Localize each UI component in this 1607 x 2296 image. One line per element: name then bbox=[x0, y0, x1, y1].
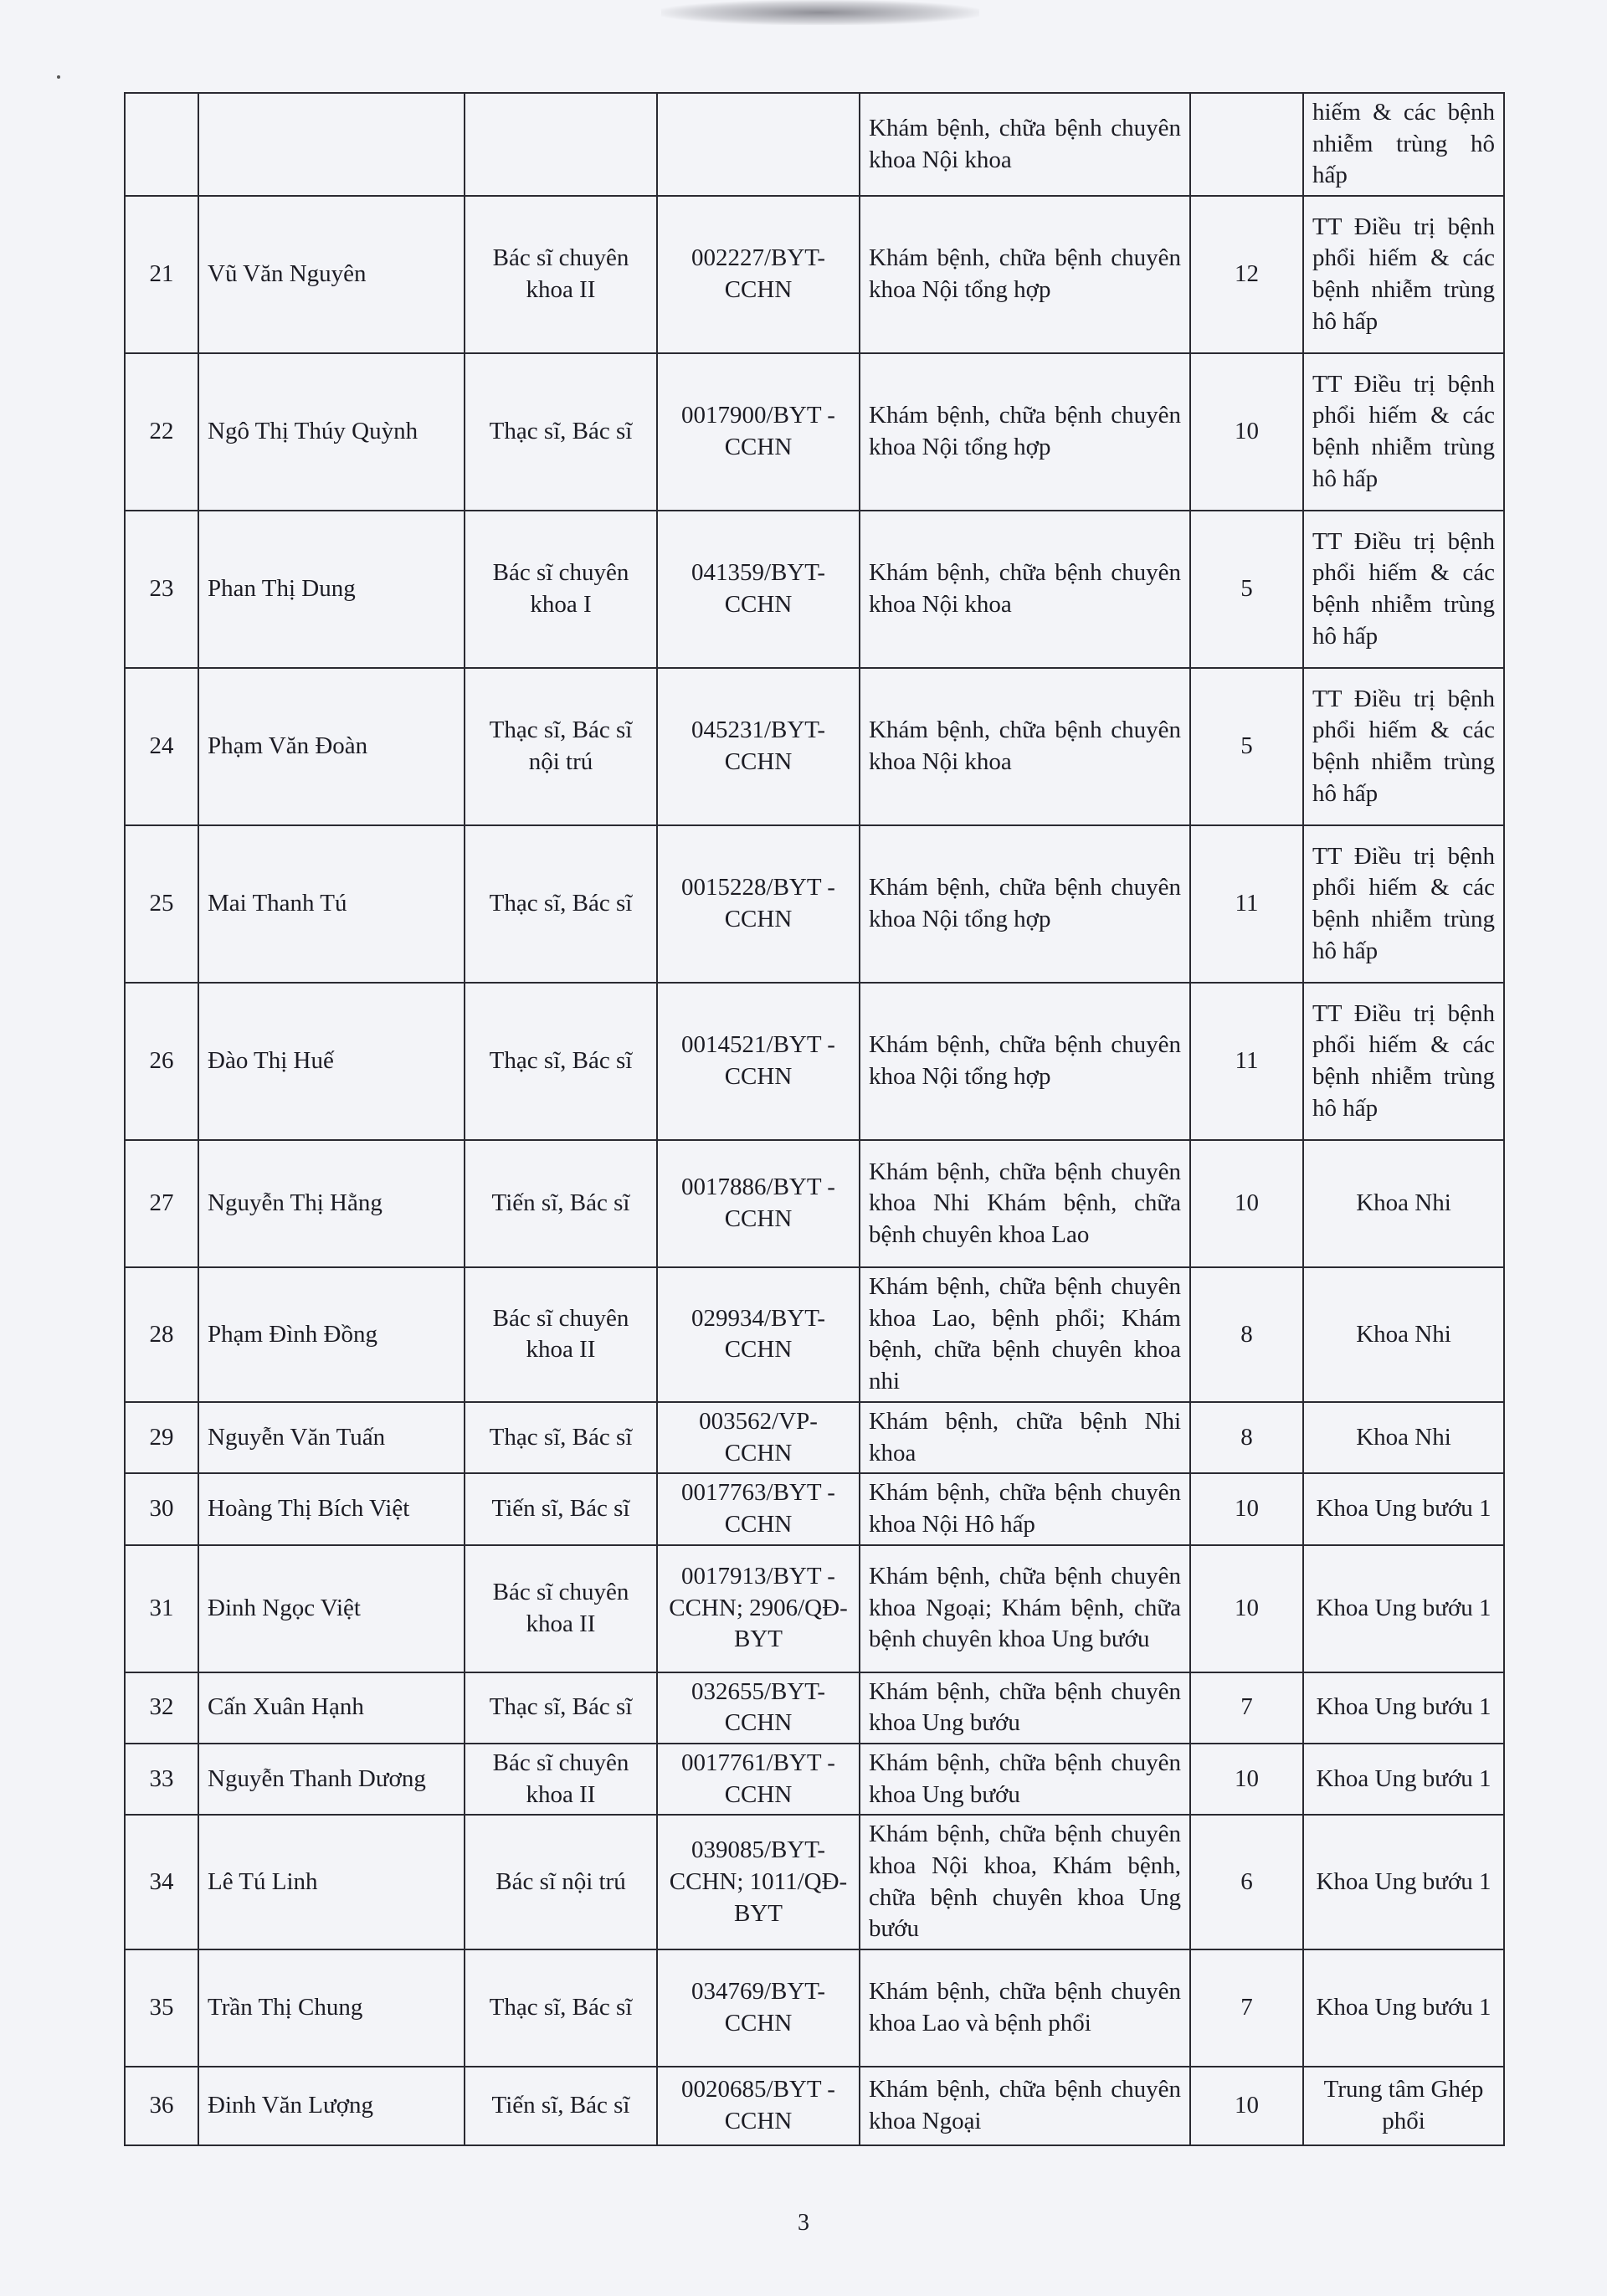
license-number: 0015228/BYT -CCHN bbox=[657, 825, 860, 983]
table-row bbox=[125, 196, 1504, 353]
department: TT Điều trị bệnh phổi hiếm & các bệnh nhiễm trùng hô hấp bbox=[1303, 353, 1504, 511]
table-row bbox=[125, 825, 1504, 983]
scan-dot bbox=[57, 75, 60, 79]
table-row bbox=[125, 1402, 1504, 1473]
years-experience: 10 bbox=[1190, 1744, 1303, 1815]
row-number: 29 bbox=[125, 1402, 198, 1473]
license-number: 0017900/BYT -CCHN bbox=[657, 353, 860, 511]
department: Trung tâm Ghép phổi bbox=[1303, 2067, 1504, 2145]
staff-name: Đinh Ngọc Việt bbox=[198, 1545, 465, 1672]
table-row bbox=[125, 511, 1504, 668]
staff-name: Đinh Văn Lượng bbox=[198, 2067, 465, 2145]
table-row bbox=[125, 1140, 1504, 1267]
staff-degree: Bác sĩ nội trú bbox=[465, 1815, 657, 1949]
row-number: 22 bbox=[125, 353, 198, 511]
practice-scope: Khám bệnh, chữa bệnh chuyên khoa Lao và bệnh phổi bbox=[860, 1949, 1190, 2067]
license-number: 0017763/BYT -CCHN bbox=[657, 1473, 860, 1544]
row-number: 30 bbox=[125, 1473, 198, 1544]
staff-name: Cấn Xuân Hạnh bbox=[198, 1672, 465, 1744]
practice-scope: Khám bệnh, chữa bệnh chuyên khoa Nhi Khám bệnh, chữa bệnh chuyên khoa Lao bbox=[860, 1140, 1190, 1267]
years-experience: 7 bbox=[1190, 1672, 1303, 1744]
years-experience: 10 bbox=[1190, 353, 1303, 511]
staff-name: Nguyễn Văn Tuấn bbox=[198, 1402, 465, 1473]
practice-scope: Khám bệnh, chữa bệnh chuyên khoa Nội tổng hợp bbox=[860, 196, 1190, 353]
staff-degree: Tiến sĩ, Bác sĩ bbox=[465, 1140, 657, 1267]
department: Khoa Nhi bbox=[1303, 1140, 1504, 1267]
department: TT Điều trị bệnh phổi hiếm & các bệnh nhiễm trùng hô hấp bbox=[1303, 511, 1504, 668]
license-number: 039085/BYT-CCHN; 1011/QĐ-BYT bbox=[657, 1815, 860, 1949]
table-row bbox=[125, 668, 1504, 825]
license-number: 029934/BYT-CCHN bbox=[657, 1267, 860, 1402]
license-number bbox=[657, 93, 860, 196]
staff-degree: Bác sĩ chuyên khoa II bbox=[465, 1545, 657, 1672]
table-row bbox=[125, 1949, 1504, 2067]
department: TT Điều trị bệnh phổi hiếm & các bệnh nhiễm trùng hô hấp bbox=[1303, 668, 1504, 825]
staff-degree: Thạc sĩ, Bác sĩ bbox=[465, 1672, 657, 1744]
table-body bbox=[125, 93, 1504, 2145]
row-number: 24 bbox=[125, 668, 198, 825]
row-number: 27 bbox=[125, 1140, 198, 1267]
years-experience: 10 bbox=[1190, 1473, 1303, 1544]
row-number: 26 bbox=[125, 983, 198, 1140]
staff-name: Nguyễn Thị Hằng bbox=[198, 1140, 465, 1267]
table-row bbox=[125, 1815, 1504, 1949]
practice-scope: Khám bệnh, chữa bệnh chuyên khoa Nội tổng hợp bbox=[860, 825, 1190, 983]
table-row bbox=[125, 1672, 1504, 1744]
table-row bbox=[125, 1473, 1504, 1544]
department: Khoa Nhi bbox=[1303, 1402, 1504, 1473]
license-number: 0014521/BYT -CCHN bbox=[657, 983, 860, 1140]
license-number: 034769/BYT-CCHN bbox=[657, 1949, 860, 2067]
table-row bbox=[125, 93, 1504, 196]
years-experience: 6 bbox=[1190, 1815, 1303, 1949]
license-number: 041359/BYT-CCHN bbox=[657, 511, 860, 668]
license-number: 0020685/BYT -CCHN bbox=[657, 2067, 860, 2145]
years-experience: 10 bbox=[1190, 1140, 1303, 1267]
license-number: 003562/VP-CCHN bbox=[657, 1402, 860, 1473]
staff-degree: Thạc sĩ, Bác sĩ bbox=[465, 353, 657, 511]
staff-name: Phạm Văn Đoàn bbox=[198, 668, 465, 825]
row-number bbox=[125, 93, 198, 196]
practice-scope: Khám bệnh, chữa bệnh chuyên khoa Ngoại; Khám bệnh, chữa bệnh chuyên khoa Ung bướu bbox=[860, 1545, 1190, 1672]
staff-degree: Bác sĩ chuyên khoa II bbox=[465, 1744, 657, 1815]
license-number: 045231/BYT-CCHN bbox=[657, 668, 860, 825]
department: TT Điều trị bệnh phổi hiếm & các bệnh nhiễm trùng hô hấp bbox=[1303, 196, 1504, 353]
table-row bbox=[125, 1267, 1504, 1402]
staff-name: Mai Thanh Tú bbox=[198, 825, 465, 983]
department: Khoa Ung bướu 1 bbox=[1303, 1473, 1504, 1544]
license-number: 002227/BYT-CCHN bbox=[657, 196, 860, 353]
staff-name: Lê Tú Linh bbox=[198, 1815, 465, 1949]
staff-name: Trần Thị Chung bbox=[198, 1949, 465, 2067]
staff-table bbox=[124, 92, 1505, 2146]
department: Khoa Ung bướu 1 bbox=[1303, 1545, 1504, 1672]
practice-scope: Khám bệnh, chữa bệnh chuyên khoa Nội tổng hợp bbox=[860, 353, 1190, 511]
row-number: 33 bbox=[125, 1744, 198, 1815]
practice-scope: Khám bệnh, chữa bệnh chuyên khoa Nội Hô hấp bbox=[860, 1473, 1190, 1544]
department: Khoa Ung bướu 1 bbox=[1303, 1949, 1504, 2067]
staff-degree: Thạc sĩ, Bác sĩ bbox=[465, 983, 657, 1140]
staff-name bbox=[198, 93, 465, 196]
row-number: 28 bbox=[125, 1267, 198, 1402]
department: hiếm & các bệnh nhiễm trùng hô hấp bbox=[1303, 93, 1504, 196]
row-number: 35 bbox=[125, 1949, 198, 2067]
staff-degree: Tiến sĩ, Bác sĩ bbox=[465, 1473, 657, 1544]
staff-degree bbox=[465, 93, 657, 196]
row-number: 21 bbox=[125, 196, 198, 353]
staff-name: Vũ Văn Nguyên bbox=[198, 196, 465, 353]
years-experience: 10 bbox=[1190, 1545, 1303, 1672]
staff-degree: Thạc sĩ, Bác sĩ nội trú bbox=[465, 668, 657, 825]
years-experience: 8 bbox=[1190, 1402, 1303, 1473]
license-number: 032655/BYT-CCHN bbox=[657, 1672, 860, 1744]
license-number: 0017913/BYT -CCHN; 2906/QĐ-BYT bbox=[657, 1545, 860, 1672]
practice-scope: Khám bệnh, chữa bệnh chuyên khoa Nội khoa bbox=[860, 668, 1190, 825]
page-number: 3 bbox=[798, 2210, 809, 2236]
years-experience: 8 bbox=[1190, 1267, 1303, 1402]
department: Khoa Ung bướu 1 bbox=[1303, 1744, 1504, 1815]
staff-degree: Thạc sĩ, Bác sĩ bbox=[465, 1949, 657, 2067]
practice-scope: Khám bệnh, chữa bệnh chuyên khoa Nội khoa bbox=[860, 511, 1190, 668]
staff-name: Hoàng Thị Bích Việt bbox=[198, 1473, 465, 1544]
table-row bbox=[125, 1744, 1504, 1815]
practice-scope: Khám bệnh, chữa bệnh Nhi khoa bbox=[860, 1402, 1190, 1473]
practice-scope: Khám bệnh, chữa bệnh chuyên khoa Nội khoa bbox=[860, 93, 1190, 196]
years-experience: 5 bbox=[1190, 511, 1303, 668]
practice-scope: Khám bệnh, chữa bệnh chuyên khoa Lao, bệnh phổi; Khám bệnh, chữa bệnh chuyên khoa nhi bbox=[860, 1267, 1190, 1402]
row-number: 34 bbox=[125, 1815, 198, 1949]
practice-scope: Khám bệnh, chữa bệnh chuyên khoa Nội khoa, Khám bệnh, chữa bệnh chuyên khoa Ung bướu bbox=[860, 1815, 1190, 1949]
years-experience: 12 bbox=[1190, 196, 1303, 353]
staff-name: Ngô Thị Thúy Quỳnh bbox=[198, 353, 465, 511]
department: Khoa Ung bướu 1 bbox=[1303, 1672, 1504, 1744]
table-row bbox=[125, 983, 1504, 1140]
practice-scope: Khám bệnh, chữa bệnh chuyên khoa Ung bướu bbox=[860, 1744, 1190, 1815]
staff-name: Nguyễn Thanh Dương bbox=[198, 1744, 465, 1815]
staff-degree: Thạc sĩ, Bác sĩ bbox=[465, 825, 657, 983]
row-number: 31 bbox=[125, 1545, 198, 1672]
staff-name: Phan Thị Dung bbox=[198, 511, 465, 668]
row-number: 32 bbox=[125, 1672, 198, 1744]
row-number: 36 bbox=[125, 2067, 198, 2145]
table-row bbox=[125, 2067, 1504, 2145]
years-experience: 10 bbox=[1190, 2067, 1303, 2145]
department: TT Điều trị bệnh phổi hiếm & các bệnh nhiễm trùng hô hấp bbox=[1303, 983, 1504, 1140]
license-number: 0017886/BYT -CCHN bbox=[657, 1140, 860, 1267]
staff-degree: Bác sĩ chuyên khoa II bbox=[465, 196, 657, 353]
staff-degree: Bác sĩ chuyên khoa I bbox=[465, 511, 657, 668]
row-number: 23 bbox=[125, 511, 198, 668]
practice-scope: Khám bệnh, chữa bệnh chuyên khoa Nội tổng hợp bbox=[860, 983, 1190, 1140]
department: Khoa Nhi bbox=[1303, 1267, 1504, 1402]
staff-name: Phạm Đình Đồng bbox=[198, 1267, 465, 1402]
row-number: 25 bbox=[125, 825, 198, 983]
department: TT Điều trị bệnh phổi hiếm & các bệnh nhiễm trùng hô hấp bbox=[1303, 825, 1504, 983]
years-experience bbox=[1190, 93, 1303, 196]
practice-scope: Khám bệnh, chữa bệnh chuyên khoa Ung bướu bbox=[860, 1672, 1190, 1744]
staff-degree: Bác sĩ chuyên khoa II bbox=[465, 1267, 657, 1402]
license-number: 0017761/BYT -CCHN bbox=[657, 1744, 860, 1815]
years-experience: 11 bbox=[1190, 983, 1303, 1140]
staff-degree: Thạc sĩ, Bác sĩ bbox=[465, 1402, 657, 1473]
practice-scope: Khám bệnh, chữa bệnh chuyên khoa Ngoại bbox=[860, 2067, 1190, 2145]
table-row bbox=[125, 1545, 1504, 1672]
years-experience: 7 bbox=[1190, 1949, 1303, 2067]
table-row bbox=[125, 353, 1504, 511]
scan-smudge bbox=[661, 0, 979, 25]
staff-degree: Tiến sĩ, Bác sĩ bbox=[465, 2067, 657, 2145]
department: Khoa Ung bướu 1 bbox=[1303, 1815, 1504, 1949]
years-experience: 5 bbox=[1190, 668, 1303, 825]
years-experience: 11 bbox=[1190, 825, 1303, 983]
staff-name: Đào Thị Huế bbox=[198, 983, 465, 1140]
